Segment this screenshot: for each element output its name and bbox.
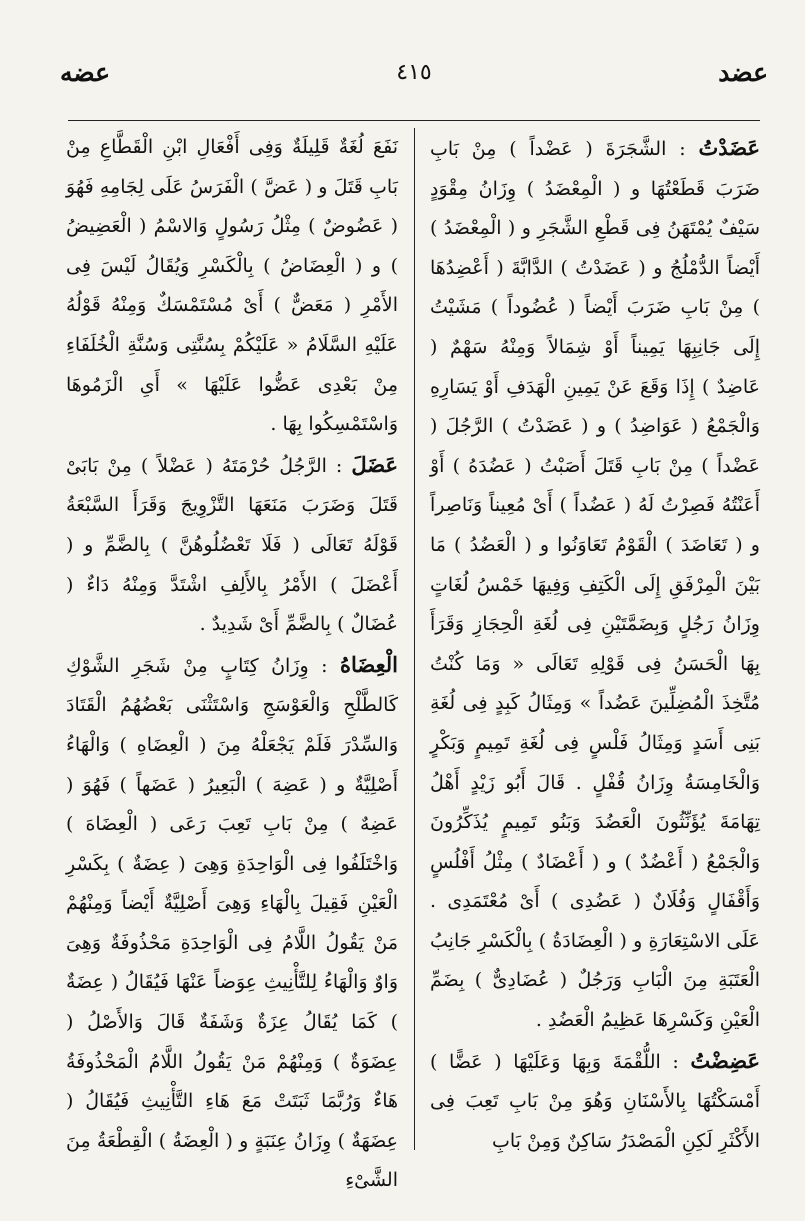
running-head-right: عضد [718,58,768,87]
entry-text: : الرَّجُلُ حُرْمَتَهُ ( عَضْلاً ) مِنْ بَابَىْ قَتَلَ وَضَرَبَ مَنَعَهَا التَّزْوِيجَ وَقَرَأَ السَّبْعَةُ قَوْلَهُ تَعَالَى ( فَلَا تَعْضُلُوهُنَّ ) بِالضَّمِّ و ( أَعْضَلَ ) الأَمْرُ بِالأَلِفِ اشْتَدَّ وَمِنْهُ دَاءٌ ( عُضَالٌ ) بِالضَّمِّ أَىْ شَدِيدٌ . [66,454,398,636]
entry-headword: عَضَلَ [351,451,398,477]
column-divider [414,128,415,1150]
entry-text: نَفَعَ لُغَةٌ قَلِيلَةٌ وَفِى أَفْعَالِ ابْنِ الْقَطَّاعِ مِنْ بَابِ قَتَلَ و ( عَضَّ ) الْفَرَسُ عَلَى لِجَامِهِ فَهُوَ ( عَضُوضٌ ) مِثْلُ رَسُولٍ وَالاسْمُ ( الْعَضِيضُ ) و ( الْعِضَاضُ ) بِالْكَسْرِ وَيُقَالُ لَيْسَ فِى الأَمْرِ ( مَعَضٌّ ) أَىْ مُسْتَمْسَكٌ وَمِنْهُ قَوْلُهُ عَلَيْهِ السَّلَامُ « عَلَيْكُمْ بِسُنَّتِى وَسُنَّةِ الْخُلَفَاءِ مِنْ بَعْدِى عَضُّوا عَلَيْهَا » أَىِ الْزَمُوهَا وَاسْتَمْسِكُوا بِهَا . [66,136,398,436]
entry-idah [66,645,398,1201]
entry-headword: عَضَدْتُ [698,135,760,160]
entry-adidtu [430,1041,760,1162]
page-header [60,58,768,98]
entry-headword: عَضِضْتُ [690,1047,760,1073]
entry-adala [66,445,398,645]
entry-text: : الشَّجَرَةَ ( عَضْداً ) مِنْ بَابِ ضَرَبَ قَطَعْتُهَا و ( الْمِعْضَدُ ) وِزَانُ مِقْوَدٍ سَيْفٌ يُمْتَهَنُ فِى قَطْعِ الشَّجَرِ و ( الْمِعْضَدُ ) أَيْضاً الدُّمْلُجُ و ( عَضَدْتُ ) الدَّابَّةَ ( أَعْضِدُهَا ) مِنْ بَابِ ضَرَبَ أَيْضاً ( عُضُوداً ) مَشَيْتُ إِلَى جَانِبِهَا يَمِيناً أَوْ شِمَالاً وَمِنْهُ سَهْمٌ ( عَاضِدٌ ) إِذَا وَقَعَ عَنْ يَمِينِ الْهَدَفِ أَوْ يَسَارِهِ وَالْجَمْعُ ( عَوَاضِدُ ) و ( عَضَدْتُ ) الرَّجُلَ ( عَضْداً ) مِنْ بَابِ قَتَلَ أَصَبْتُ ( عَضُدَهُ ) أَوْ أَعَنْتُهُ فَصِرْتُ لَهُ ( عَضُداً ) أَىْ مُعِيناً وَنَاصِراً و ( تَعَاضَدَ ) الْقَوْمُ تَعَاوَنُوا و ( الْعَضُدُ ) مَا بَيْنَ الْمِرْفَقِ إِلَى الْكَتِفِ وَفِيهَا خَمْسُ لُغَاتٍ وِزَانُ رَجُلٍ وَبِضَمَّتَيْنِ فِى لُغَةِ الْحِجَازِ وَقَرَأَ بِهَا الْحَسَنُ فِى قَوْلِهِ تَعَالَى « وَمَا كُنْتُ مُتَّخِذَ الْمُضِلِّينَ عَضُداً » وَمِثَالُ كَبِدٍ فِى لُغَةِ بَنِى أَسَدٍ وَمِثَالُ فَلْسٍ فِى لُغَةِ تَمِيمٍ وَبَكْرٍ وَالْخَامِسَةُ وِزَانُ قُفْلٍ . قَالَ أَبُو زَيْدٍ أَهْلُ تِهَامَةَ يُؤَنِّثُونَ الْعَضُدَ وَبَنُو تَمِيمٍ يُذَكِّرُونَ وَالْجَمْعُ ( أَعْضُدٌ ) و ( أَعْضَادٌ ) مِثْلُ أَفْلُسٍ وَأَقْفَالٍ وَفُلَانٌ ( عَضُدِى ) أَىْ مُعْتَمَدِى . عَلَى الاسْتِعَارَةِ و ( الْعِضَادَةُ ) بِالْكَسْرِ جَانِبُ الْعَتَبَةِ مِنَ الْبَابِ وَرَجُلٌ ( عُضَادِىٌّ ) بِضَمِّ الْعَيْنِ وَكَسْرِهَا عَظِيمُ الْعَضُدِ . [430,138,760,1032]
right-column [430,128,760,1168]
entry-adadtu [430,128,760,1041]
entry-continuation [66,128,398,445]
entry-text: : اللُّقْمَةَ وَبِهَا وَعَلَيْهَا ( عَضًّا ) أَمْسَكْتُهَا بِالأَسْنَانِ وَهُوَ مِنْ بَابِ تَعِبَ فِى الأَكْثَرِ لَكِنِ الْمَصْدَرُ سَاكِنٌ وَمِنْ بَابِ [430,1050,760,1152]
header-rule [68,120,760,121]
left-column [66,128,398,1192]
page-number: ٤١٥ [396,60,432,85]
entry-headword: الْعِضَاهُ [340,651,398,677]
entry-text: : وِزَانُ كِتَابٍ مِنْ شَجَرِ الشَّوْكِ كَالطَّلْحِ وَالْعَوْسَجِ وَاسْتَثْنَى بَعْضُهُمُ الْقَتَادَ وَالسِّدْرَ فَلَمْ يَجْعَلْهُ مِنَ ( الْعِضَاهِ ) وَالْهَاءُ أَصْلِيَّةٌ و ( عَضِهَ ) الْبَعِيرُ ( عَضَهاً ) فَهُوَ ( عَضِهٌ ) مِنْ بَابِ تَعِبَ رَعَى ( الْعِضَاهَ ) وَاخْتَلَفُوا فِى الْوَاحِدَةِ وَهِىَ ( عِضَةٌ ) بِكَسْرِ الْعَيْنِ فَقِيلَ بِالْهَاءِ وَهِىَ أَصْلِيَّةٌ أَيْضاً وَمِنْهُمْ مَنْ يَقُولُ اللَّامُ فِى الْوَاحِدَةِ مَحْذُوفَةٌ وَهِىَ وَاوٌ وَالْهَاءُ لِلتَّأْنِيثِ عِوَضاً عَنْهَا فَيُقَالُ ( عِضَةٌ ) كَمَا يُقَالُ عِزَةٌ وَشَفَةٌ قَالَ وَالأَصْلُ ( عِضَوَةٌ ) وَمِنْهُمْ مَنْ يَقُولُ اللَّامُ الْمَحْذُوفَةُ هَاءٌ وَرُبَّمَا ثَبَتَتْ مَعَ هَاءِ التَّأْنِيثِ فَيُقَالُ ( عِضَهَةٌ ) وِزَانُ عِنَبَةٍ و ( الْعِضَةُ ) الْقِطْعَةُ مِنَ الشَّىْءِ [66,654,398,1192]
running-head-left: عضه [60,58,110,87]
